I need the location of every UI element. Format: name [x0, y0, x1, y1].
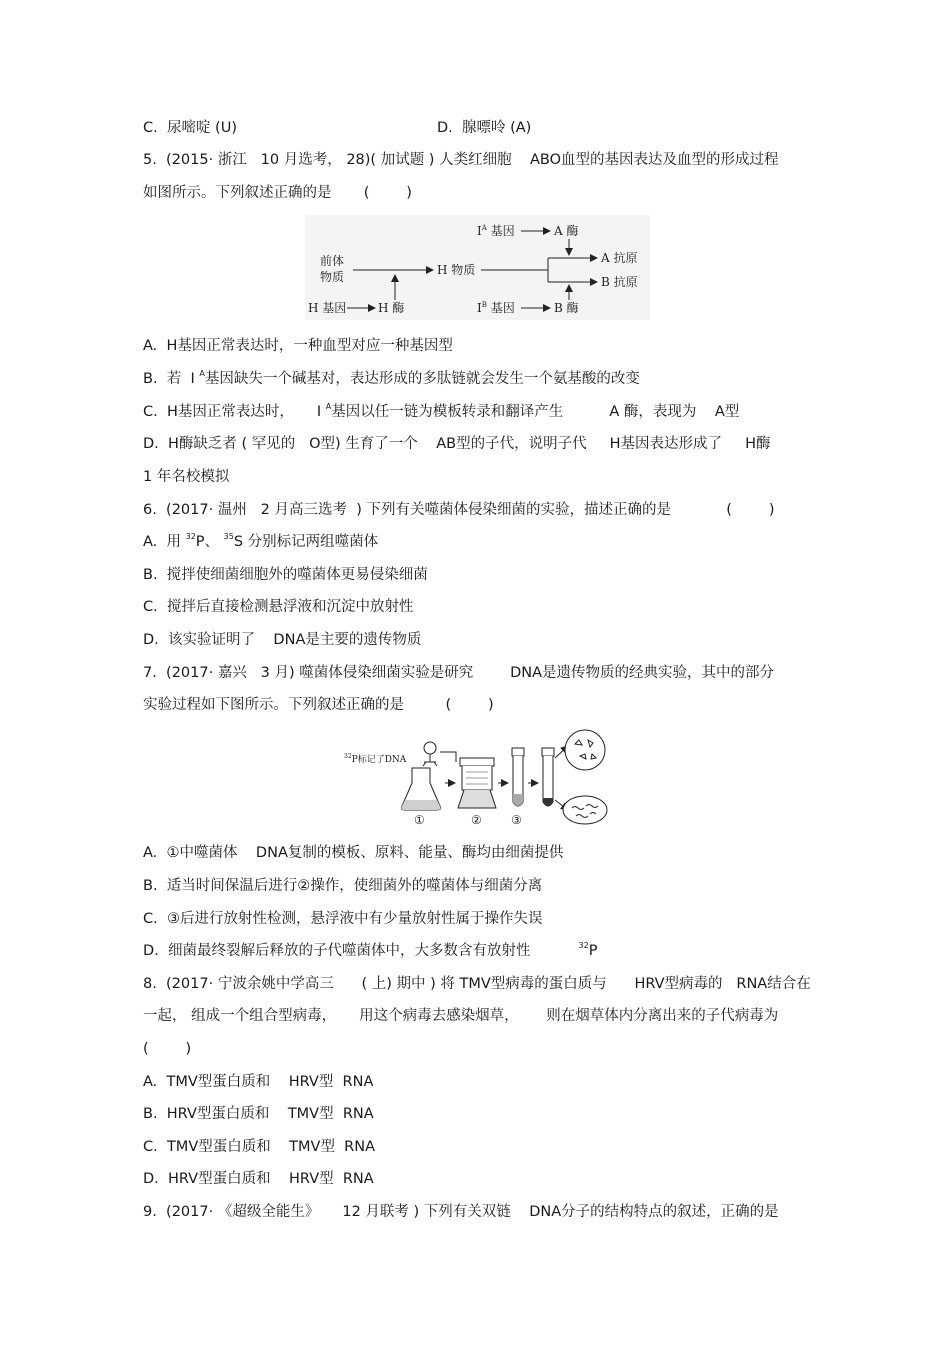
q8-stem-line3: ( ): [143, 1041, 192, 1057]
pellet-dish-icon: [563, 796, 607, 824]
step-2-label: ②: [471, 813, 482, 827]
q5-option-c: C. H基因正常表达时， I $^A$基因以任一链为模板转录和翻译产生 A 酶，表现为 A型: [143, 402, 740, 420]
q7-option-c: C. ③后进行放射性检测，悬浮液中有少量放射性属于操作失误: [143, 911, 543, 927]
q8-option-b: B. HRV型蛋白质和 TMV型 RNA: [143, 1106, 374, 1122]
a-enzyme-label: A 酶: [554, 224, 579, 238]
precursor-label-2: 物质: [320, 270, 345, 284]
h-gene-label: H 基因: [308, 301, 347, 315]
q6-stem: 6. (2017· 温州 2 月高三选考 ) 下列有关噬菌体侵染细菌的实验，描述正确的是 ( ): [143, 502, 775, 518]
step-1-label: ①: [414, 813, 425, 827]
step-3-label: ③: [511, 813, 522, 827]
q8-stem-line1: 8. (2017· 宁波余姚中学高三 ( 上) 期中 ) 将 TMV型病毒的蛋白质与 HRV型病毒的 RNA结合在: [143, 976, 811, 992]
q7-stem-line1: 7. (2017· 嘉兴 3 月) 噬菌体侵染细菌实验是研究 DNA是遗传物质的经典实验，其中的部分: [143, 665, 775, 681]
culture-flask-icon: [401, 768, 440, 810]
h-substance-label: H 物质: [437, 263, 476, 277]
q6-option-c: C. 搅拌后直接检测悬浮液和沉淀中放射性: [143, 599, 414, 615]
section-heading: 1 年名校模拟: [143, 469, 230, 485]
q8-option-a: A. TMV型蛋白质和 HRV型 RNA: [143, 1074, 374, 1090]
q7-option-a: A. ①中噬菌体 DNA复制的模板、原料、能量、酶均由细菌提供: [143, 845, 564, 861]
q8-stem-line2: 一起， 组成一个组合型病毒， 用这个病毒去感染烟草， 则在烟草体内分离出来的子代病毒为: [143, 1008, 779, 1024]
q8-option-d: D. HRV型蛋白质和 HRV型 RNA: [143, 1171, 374, 1187]
pipette-line: [440, 752, 456, 762]
q7-stem-line2: 实验过程如下图所示。下列叙述正确的是 ( ): [143, 697, 494, 713]
b-enzyme-label: B 酶: [554, 301, 579, 315]
h-enzyme-label: H 酶: [378, 301, 405, 315]
blender-icon: [458, 758, 496, 808]
q5-option-b: B. 若 I $^A$基因缺失一个碱基对，表达形成的多肽链就会发生一个氨基酸的改变: [143, 369, 640, 387]
q7-option-d: D. 细菌最终裂解后释放的子代噬菌体中，大多数含有放射性 $^{32}$P: [143, 941, 598, 959]
precursor-label-1: 前体: [320, 254, 345, 268]
phage-experiment-figure: [340, 728, 610, 828]
ia-gene-label: $I^A$ 基因: [477, 224, 515, 238]
q5-stem-line1: 5. (2015· 浙江 10 月选考， 28)( 加试题 ) 人类红细胞 ABO血型的基因表达及血型的形成过程: [143, 152, 779, 168]
q8-option-c: C. TMV型蛋白质和 TMV型 RNA: [143, 1139, 376, 1155]
q9-stem: 9. (2017· 《超级全能生》 12 月联考 ) 下列有关双链 DNA分子的结构特点的叙述，正确的是: [143, 1204, 779, 1220]
ib-gene-label: $I^B$ 基因: [477, 301, 515, 315]
q7-option-b: B. 适当时间保温后进行②操作，使细菌外的噬菌体与细菌分离: [143, 878, 543, 894]
q4-option-d: D. 腺嘌呤 (A): [437, 120, 532, 136]
centrifuged-tube-icon: [542, 748, 554, 806]
q6-option-b: B. 搅拌使细菌细胞外的噬菌体更易侵染细菌: [143, 567, 428, 583]
phage-icon: [423, 742, 437, 766]
q6-option-d: D. 该实验证明了 DNA是主要的遗传物质: [143, 632, 422, 648]
q5-option-d: D. H酶缺乏者 ( 罕见的 O型) 生育了一个 AB型的子代，说明子代 H基因表达形成了 H酶: [143, 436, 771, 452]
q5-stem-line2: 如图所示。下列叙述正确的是 ( ): [143, 185, 412, 201]
supernatant-dish-icon: [565, 730, 605, 770]
b-antigen-label: B 抗原: [601, 275, 638, 289]
a-antigen-label: A 抗原: [601, 251, 638, 265]
label-32p-dna: $^{32}$P标记了DNA: [344, 753, 407, 765]
q5-option-a: A. H基因正常表达时，一种血型对应一种基因型: [143, 338, 453, 354]
q6-option-a: A. 用 $^{32}$P、 $^{35}$S 分别标记两组噬菌体: [143, 532, 379, 550]
test-tube-icon: [512, 748, 524, 806]
q4-option-c: C. 尿嘧啶 (U): [143, 120, 237, 136]
abo-blood-type-diagram: [305, 215, 650, 320]
